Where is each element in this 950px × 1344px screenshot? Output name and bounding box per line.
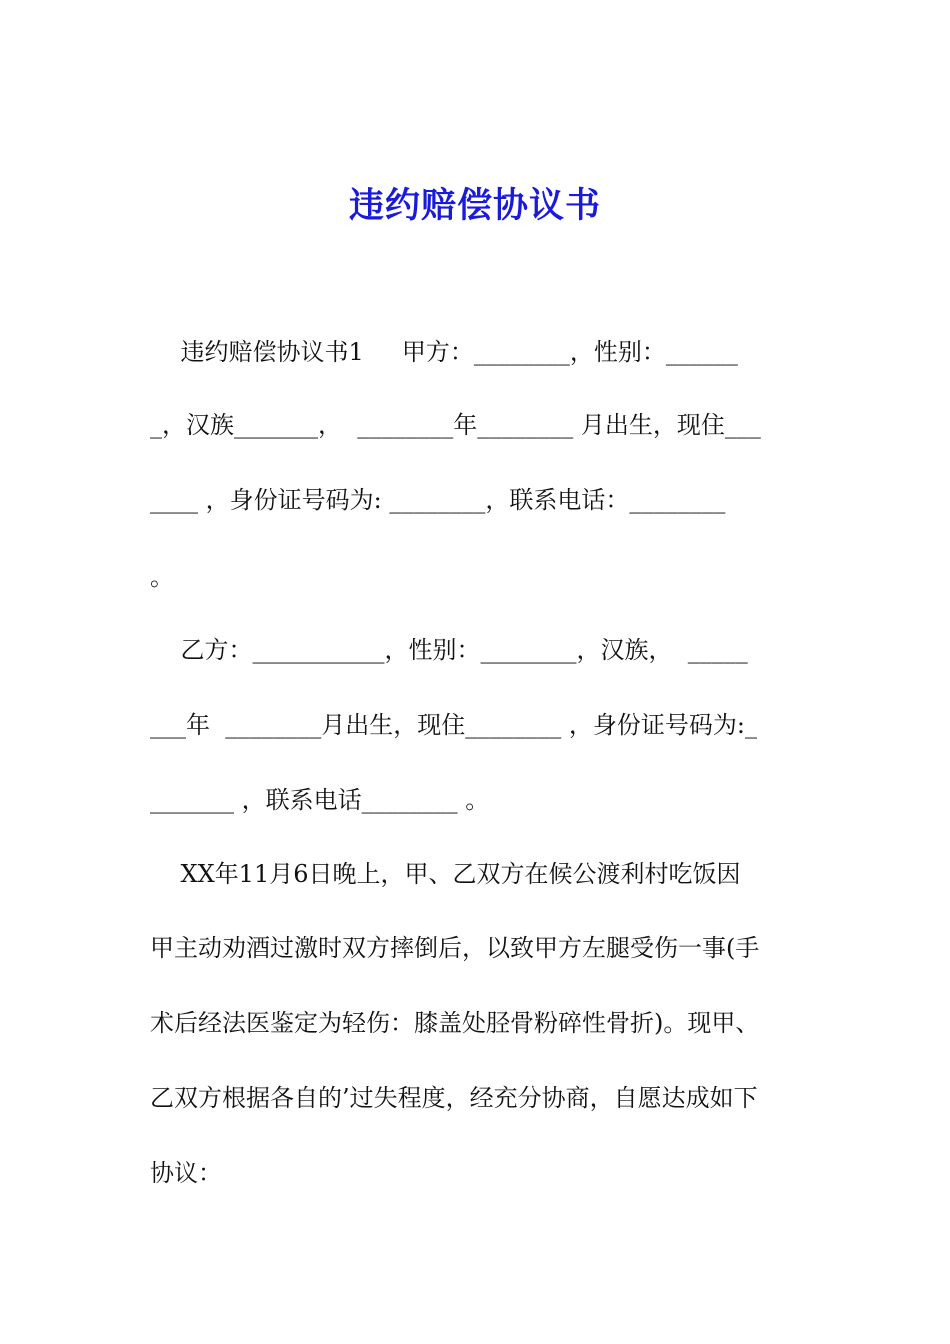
body-line-9: 甲主动劝酒过激时双方摔倒后，以致甲方左腿受伤一事(手 [150, 934, 760, 962]
body-line-7: _______ ，联系电话________ 。 [150, 786, 490, 814]
body-line-5: 乙方：___________，性别：________，汉族， _____ [150, 636, 748, 664]
body-line-10: 术后经法医鉴定为轻伤：膝盖处胫骨粉碎性骨折)。现甲、 [150, 1009, 760, 1037]
body-line-12: 协议： [150, 1159, 222, 1187]
body-line-11: 乙双方根据各自的’过失程度，经充分协商，自愿达成如下 [150, 1084, 758, 1112]
document-title: 违约赔偿协议书 [348, 186, 601, 226]
body-line-1: 违约赔偿协议书1 甲方：________，性别：______ [150, 338, 738, 366]
body-line-6: ___年 ________月出生，现住________ ，身份证号码为:_ [150, 711, 757, 739]
body-line-4: 。 [150, 563, 174, 591]
body-line-3: ____ ，身份证号码为: ________，联系电话：________ [150, 486, 726, 514]
body-line-8: XX年11月6日晚上，甲、乙双方在候公渡利村吃饭因 [150, 860, 741, 888]
body-line-2: _，汉族_______， ________年________ 月出生，现住___ [150, 411, 761, 439]
